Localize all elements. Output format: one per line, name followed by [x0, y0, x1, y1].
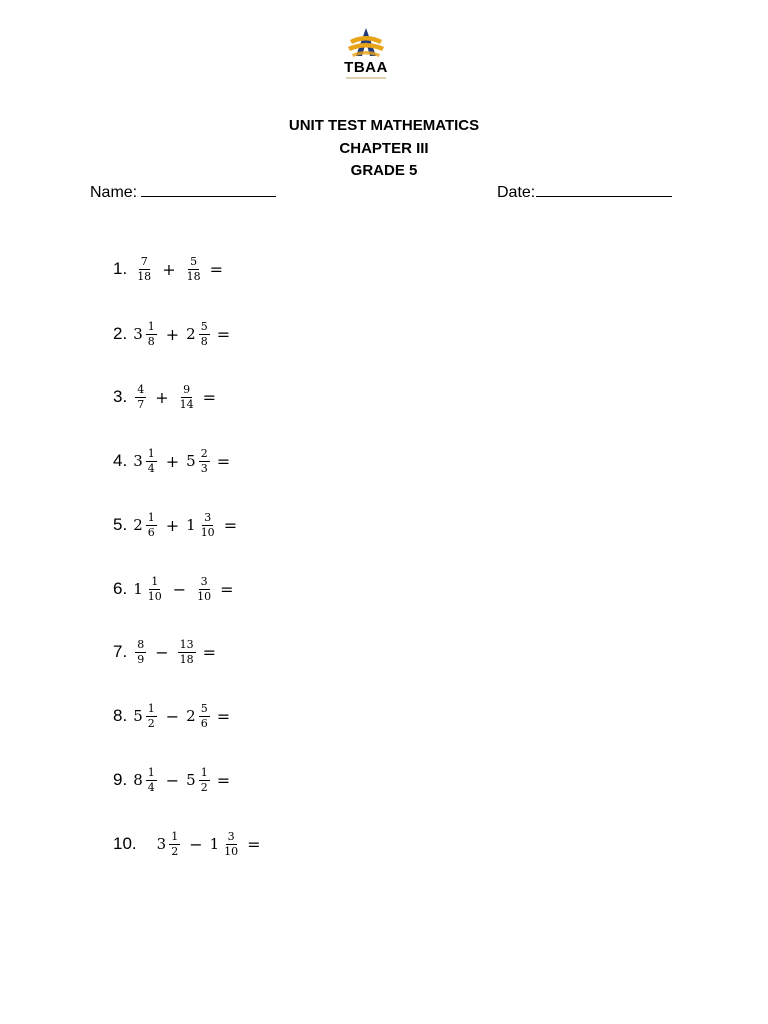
first-term-numerator: 1 [147, 446, 155, 460]
first-term-denominator: 4 [147, 780, 155, 794]
first-term-denominator: 6 [147, 525, 155, 539]
second-term-denominator: 18 [179, 652, 194, 666]
second-term-fraction [178, 384, 196, 411]
first-term-fraction [146, 703, 157, 730]
first-term-numerator: 1 [147, 319, 155, 333]
second-term-whole: 1 [209, 835, 220, 853]
second-term-numerator: 2 [200, 446, 208, 460]
operator: + [162, 259, 176, 279]
problem-number: 8. [113, 706, 128, 725]
operator: − [189, 834, 203, 854]
second-term-numerator: 9 [183, 382, 191, 396]
chapter-label: CHAPTER III [339, 139, 429, 157]
first-term-numerator: 8 [137, 637, 145, 651]
first-term-denominator: 2 [171, 844, 179, 858]
first-term-numerator: 4 [137, 382, 145, 396]
first-term-fraction [146, 448, 157, 475]
problem-item [113, 249, 223, 289]
second-term-denominator: 14 [179, 397, 194, 411]
operator: + [165, 451, 180, 471]
problem-number: 2. [113, 324, 128, 343]
problem-number: 10. [113, 834, 137, 853]
first-term-numerator: 1 [151, 574, 159, 588]
logo-text: TBAA [344, 59, 388, 76]
second-term-fraction [199, 321, 210, 348]
equals-sign: = [202, 642, 216, 662]
problem-item [113, 569, 234, 609]
logo-tagline-bar [346, 77, 386, 79]
problem-item [113, 760, 230, 800]
second-term-numerator: 5 [200, 319, 208, 333]
first-term-fraction [146, 576, 164, 603]
equals-sign: = [216, 324, 231, 344]
first-term-fraction [135, 639, 146, 666]
operator: − [165, 706, 180, 726]
problem-item [113, 632, 216, 672]
problem-number: 7. [113, 642, 128, 661]
first-term-fraction [146, 321, 157, 348]
first-term-numerator: 1 [171, 829, 179, 843]
second-term-denominator: 6 [200, 716, 208, 730]
problem-number: 9. [113, 770, 128, 789]
first-term-whole: 8 [133, 771, 143, 789]
name-field [90, 182, 276, 202]
first-term-fraction [146, 512, 157, 539]
problem-number: 5. [113, 515, 128, 534]
first-term-whole: 3 [156, 835, 167, 853]
first-term-fraction [135, 384, 146, 411]
equals-sign: = [202, 387, 216, 407]
equals-sign: = [216, 770, 231, 790]
second-term-numerator: 1 [200, 765, 208, 779]
second-term-fraction [178, 639, 196, 666]
first-term-numerator: 1 [147, 765, 155, 779]
date-label: Date: [497, 184, 536, 201]
operator: + [155, 387, 169, 407]
first-term-numerator: 7 [140, 254, 148, 268]
second-term-denominator: 3 [200, 461, 208, 475]
problem-number: 6. [113, 579, 128, 598]
first-term-whole: 3 [133, 452, 143, 470]
second-term-fraction [195, 576, 213, 603]
first-term-denominator: 4 [147, 461, 155, 475]
second-term-fraction [185, 256, 203, 283]
tbaa-emblem-icon [336, 26, 396, 60]
operator: + [165, 324, 180, 344]
second-term-fraction [199, 767, 210, 794]
second-term-fraction [199, 448, 210, 475]
equals-sign: = [220, 579, 234, 599]
second-term-denominator: 10 [224, 844, 239, 858]
operator: − [155, 642, 169, 662]
test-title: UNIT TEST MATHEMATICS [288, 117, 480, 134]
first-term-whole: 2 [133, 516, 143, 534]
second-term-numerator: 5 [190, 254, 198, 268]
second-term-whole: 5 [186, 771, 196, 789]
second-term-numerator: 3 [227, 829, 235, 843]
second-term-fraction [222, 831, 240, 858]
second-term-numerator: 3 [204, 510, 212, 524]
first-term-whole: 1 [133, 580, 143, 598]
test-title-block [0, 115, 768, 183]
name-blank-line [141, 182, 276, 197]
name-label: Name: [90, 184, 138, 201]
second-term-whole: 1 [186, 516, 196, 534]
first-term-fraction [146, 767, 157, 794]
equals-sign: = [223, 515, 238, 535]
problem-number: 1. [113, 259, 128, 278]
equals-sign: = [209, 259, 223, 279]
second-term-whole: 2 [186, 325, 196, 343]
second-term-numerator: 3 [200, 574, 208, 588]
first-term-denominator: 2 [147, 716, 155, 730]
operator: + [165, 515, 180, 535]
problem-item [113, 824, 261, 864]
first-term-denominator: 18 [137, 269, 152, 283]
second-term-denominator: 10 [197, 589, 212, 603]
first-term-fraction [169, 831, 180, 858]
first-term-whole: 5 [133, 707, 143, 725]
problem-number: 4. [113, 451, 128, 470]
second-term-denominator: 18 [186, 269, 201, 283]
second-term-whole: 5 [186, 452, 196, 470]
problem-number: 3. [113, 387, 128, 406]
grade-label: GRADE 5 [350, 162, 418, 179]
problem-item [113, 314, 230, 354]
first-term-fraction [135, 256, 153, 283]
equals-sign: = [247, 834, 261, 854]
school-logo [336, 26, 396, 82]
second-term-denominator: 10 [200, 525, 215, 539]
first-term-numerator: 1 [147, 510, 155, 524]
second-term-fraction [199, 703, 210, 730]
first-term-denominator: 8 [147, 334, 155, 348]
problem-item [113, 696, 230, 736]
operator: − [165, 770, 180, 790]
first-term-denominator: 7 [137, 397, 145, 411]
first-term-numerator: 1 [147, 701, 155, 715]
equals-sign: = [216, 451, 231, 471]
second-term-denominator: 2 [200, 780, 208, 794]
second-term-numerator: 5 [200, 701, 208, 715]
second-term-denominator: 8 [200, 334, 208, 348]
second-term-fraction [199, 512, 217, 539]
problem-item [113, 505, 237, 545]
first-term-whole: 3 [133, 325, 143, 343]
date-blank-line [536, 182, 672, 197]
date-field [497, 182, 672, 202]
first-term-denominator: 10 [147, 589, 162, 603]
problem-item [113, 441, 230, 481]
problem-item [113, 377, 216, 417]
equals-sign: = [216, 706, 231, 726]
second-term-numerator: 13 [179, 637, 194, 651]
operator: − [172, 579, 187, 599]
second-term-whole: 2 [186, 707, 196, 725]
first-term-denominator: 9 [137, 652, 145, 666]
